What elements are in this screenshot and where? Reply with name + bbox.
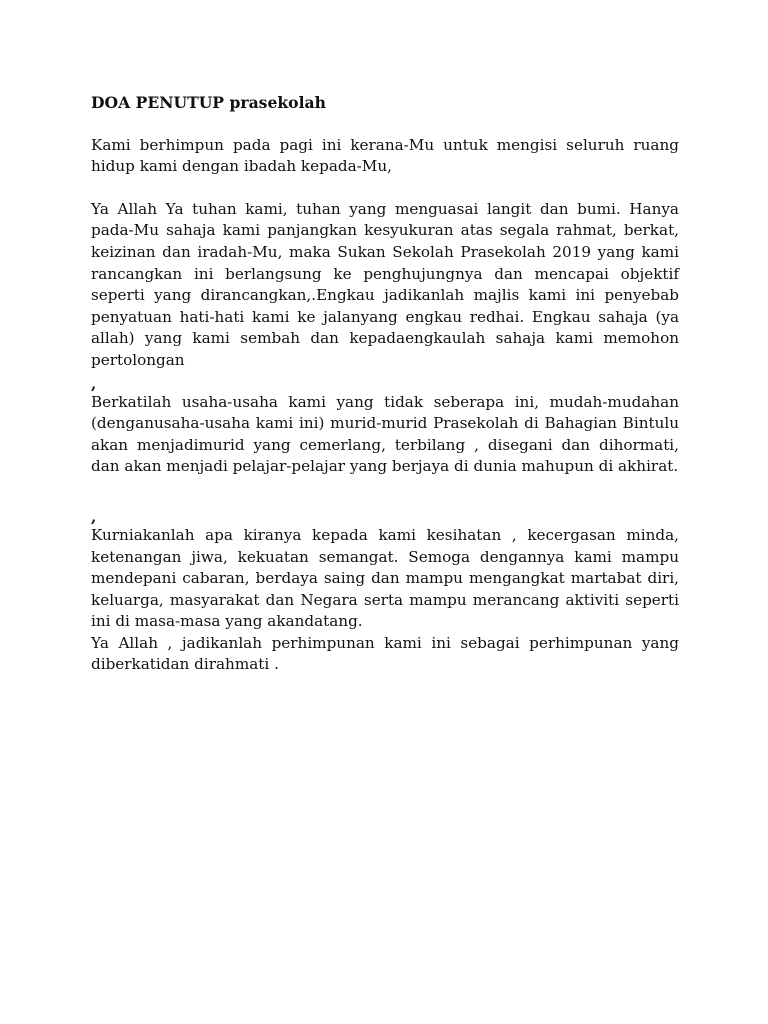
document-page bbox=[91, 92, 679, 676]
paragraph-health: Kurniakanlah apa kiranya kepada kami kesihatan , kecergasan minda, ketenangan jiwa, kekuatan semangat. Semoga dengannya kami mampu mendepani cabaran, berdaya saing dan mampu mengangkat martabat diri, keluarga, masyarakat dan Negara serta mampu merancang aktiviti seperti ini di masa-masa yang akandatang. bbox=[91, 525, 679, 631]
document-title: DOA PENUTUP prasekolah bbox=[91, 93, 326, 112]
paragraph-gratitude: Ya Allah Ya tuhan kami, tuhan yang menguasai langit dan bumi. Hanya pada-Mu sahaja kami panjangkan kesyukuran atas segala rahmat, berkat, keizinan dan iradah-Mu, maka Sukan Sekolah Prasekolah 2019 yang kami rancangkan ini berlangsung ke penghujungnya dan mencapai objektif seperti yang dirancangkan,.Engkau jadikanlah majlis kami ini penyebab penyatuan hati-hati kami ke jalanyang engkau redhai. Engkau sahaja (ya allah) yang kami sembah dan kepadaengkaulah sahaja kami memohon pertolongan bbox=[91, 199, 679, 369]
stray-comma: , bbox=[91, 374, 97, 393]
paragraph-blessing: Berkatilah usaha-usaha kami yang tidak seberapa ini, mudah-mudahan (denganusaha-usaha kami ini) murid-murid Prasekolah di Bahagian Bintulu akan menjadimurid yang cemerlang, terbilang , disegani dan dihormati, dan akan menjadi pelajar-pelajar yang berjaya di dunia mahupun di akhirat. bbox=[91, 392, 679, 476]
stray-comma: , bbox=[91, 507, 97, 526]
spacer bbox=[91, 478, 679, 505]
spacer bbox=[91, 178, 679, 199]
paragraph-opening: Kami berhimpun pada pagi ini kerana-Mu untuk mengisi seluruh ruang hidup kami dengan ibadah kepada-Mu, bbox=[91, 135, 679, 176]
paragraph-closing: Ya Allah , jadikanlah perhimpunan kami ini sebagai perhimpunan yang diberkatidan dirahmati . bbox=[91, 633, 679, 674]
